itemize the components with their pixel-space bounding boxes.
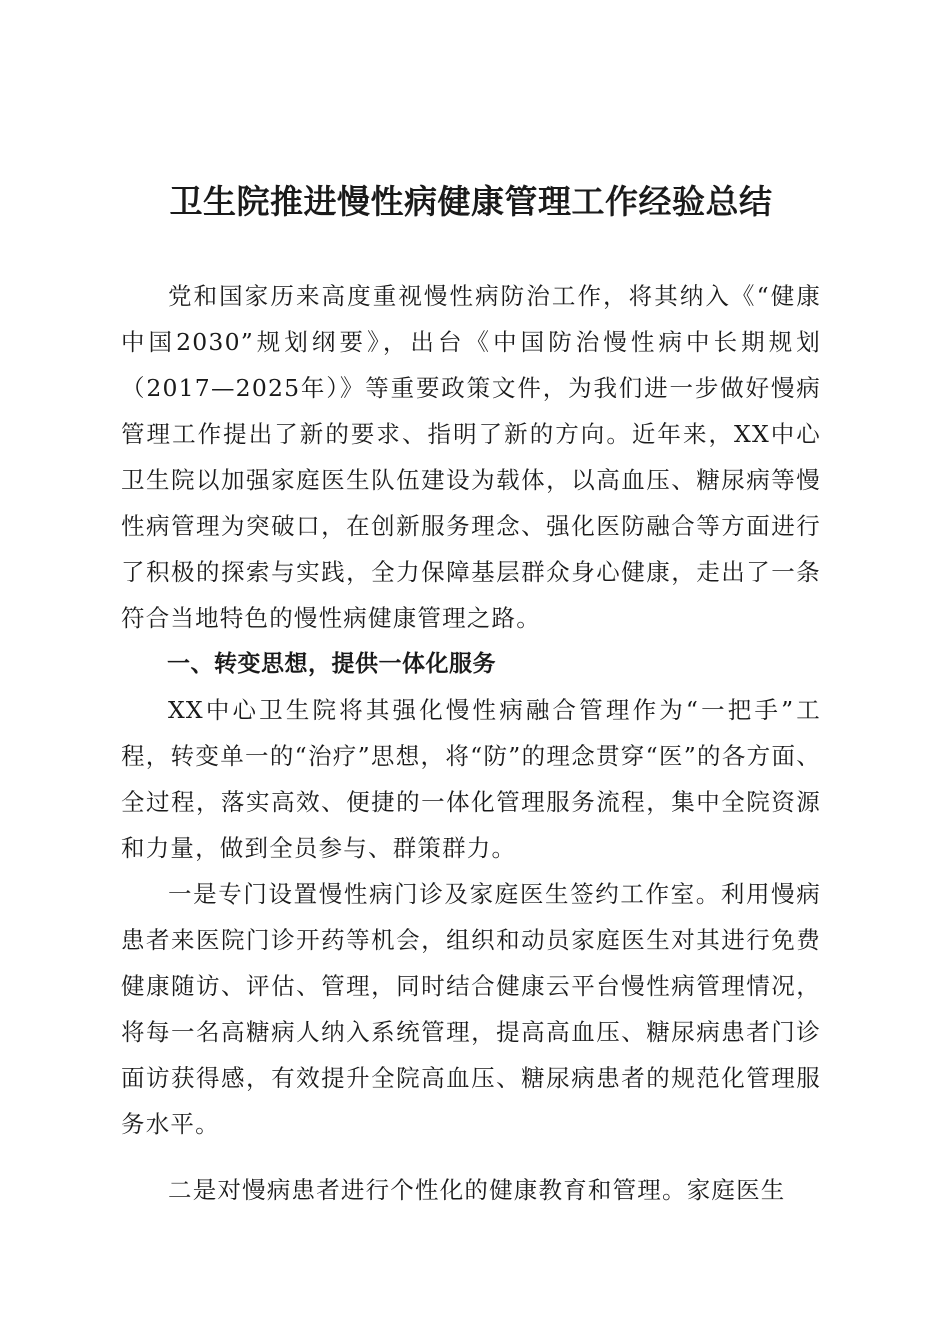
section-heading-1: 一、转变思想，提供一体化服务 (167, 651, 496, 677)
section1-paragraph-3: 二是对慢病患者进行个性化的健康教育和管理。家庭医生 (168, 1176, 786, 1204)
section1-paragraph-2: 一是专门设置慢性病门诊及家庭医生签约工作室。利用慢病患者来医院门诊开药等机会，组织和动员家庭医生对其进行免费健康随访、评估、管理，同时结合健康云平台慢性病管理情况，将每一名高糖病人纳入系统管理，提高高血压、糖尿病患者门诊面访获得感，有效提升全院高血压、糖尿病患者的规范化管理服务水平。 (121, 880, 821, 1138)
section1-paragraph-1: XX中心卫生院将其强化慢性病融合管理作为“一把手”工程，转变单一的“治疗”思想，将“防”的理念贯穿“医”的各方面、全过程，落实高效、便捷的一体化管理服务流程，集中全院资源和力量，做到全员参与、群策群力。 (121, 696, 821, 862)
intro-paragraph: 党和国家历来高度重视慢性病防治工作，将其纳入《“健康中国2030”规划纲要》，出台《中国防治慢性病中长期规划（2017—2025年）》等重要政策文件，为我们进一步做好慢病管理工作提出了新的要求、指明了新的方向。近年来，XX中心卫生院以加强家庭医生队伍建设为载体，以高血压、糖尿病等慢性病管理为突破口，在创新服务理念、强化医防融合等方面进行了积极的探索与实践，全力保障基层群众身心健康，走出了一条符合当地特色的慢性病健康管理之路。 (121, 282, 821, 632)
document-title: 卫生院推进慢性病健康管理工作经验总结 (169, 182, 773, 221)
document-body (121, 273, 821, 1213)
paragraph-gap (121, 1147, 821, 1167)
